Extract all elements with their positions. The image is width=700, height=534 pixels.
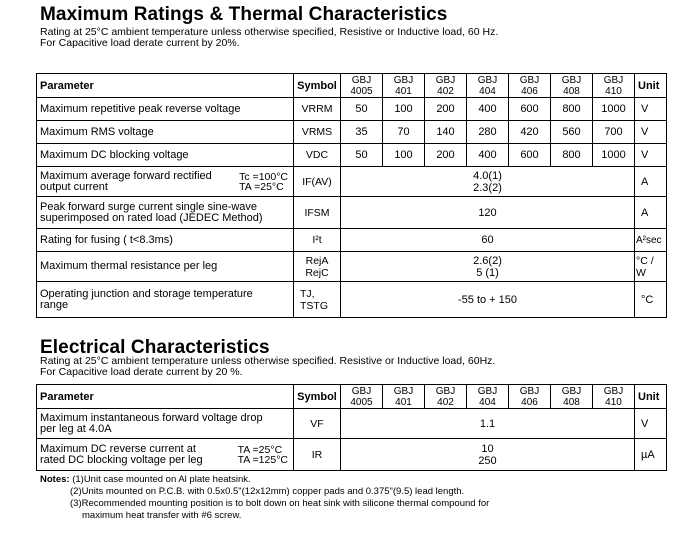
header-device: GBJ 404	[467, 74, 509, 98]
value-cell: 400	[467, 98, 509, 121]
header-symbol: Symbol	[294, 74, 341, 98]
header-device: GBJ 401	[383, 74, 425, 98]
param-cell: Maximum DC blocking voltage	[37, 144, 294, 167]
note-line: maximum heat transfer with #6 screw.	[82, 510, 242, 521]
header-unit: Unit	[635, 74, 667, 98]
symbol-cell: VF	[294, 409, 341, 439]
param-cell: Operating junction and storage temperature range	[37, 282, 294, 318]
value-cell: 1.1	[341, 409, 635, 439]
header-parameter: Parameter	[37, 74, 294, 98]
param-cell: Maximum thermal resistance per leg	[37, 252, 294, 282]
condition-text: TA =25°C TA =125°C	[237, 443, 288, 466]
value-cell: 2.6(2) 5 (1)	[341, 252, 635, 282]
value-cell: 200	[425, 144, 467, 167]
symbol-cell: IF(AV)	[294, 167, 341, 197]
value-cell: 700	[593, 121, 635, 144]
rating-note: Rating at 25°C ambient temperature unless otherwise specified, Resistive or Inductive load, 60 Hz.	[40, 26, 499, 38]
value-cell: 100	[383, 144, 425, 167]
notes-label: Notes:	[40, 474, 70, 485]
header-device: GBJ 406	[509, 74, 551, 98]
value-cell: 200	[425, 98, 467, 121]
note-line: (2)Units mounted on P.C.B. with 0.5x0.5"(12x12mm) copper pads and 0.375"(9.5) lead length.	[70, 486, 465, 497]
header-device: GBJ 401	[383, 385, 425, 409]
unit-cell: V	[635, 409, 667, 439]
section-title-max-ratings: Maximum Ratings & Thermal Characteristics	[40, 4, 448, 25]
unit-cell: V	[635, 121, 667, 144]
param-cell: Maximum repetitive peak reverse voltage	[37, 98, 294, 121]
header-device: GBJ 402	[425, 385, 467, 409]
unit-cell: A²sec	[635, 229, 667, 252]
symbol-cell: TJ, TSTG	[294, 282, 341, 318]
table-row	[37, 409, 667, 439]
header-parameter: Parameter	[37, 385, 294, 409]
header-device: GBJ 402	[425, 74, 467, 98]
value-cell: 100	[383, 98, 425, 121]
param-cell: Maximum RMS voltage	[37, 121, 294, 144]
section-title-electrical: Electrical Characteristics	[40, 337, 270, 358]
value-cell: 800	[551, 98, 593, 121]
max-ratings-table	[36, 73, 667, 318]
unit-cell: V	[635, 144, 667, 167]
unit-cell: µA	[635, 439, 667, 471]
table-row	[37, 98, 667, 121]
unit-cell: °C / W	[635, 252, 667, 282]
param-cell: Maximum instantaneous forward voltage drop per leg at 4.0A	[37, 409, 294, 439]
symbol-cell: VRMS	[294, 121, 341, 144]
header-device: GBJ 404	[467, 385, 509, 409]
symbol-cell: VRRM	[294, 98, 341, 121]
unit-cell: V	[635, 98, 667, 121]
symbol-cell: IFSM	[294, 197, 341, 229]
table-row	[37, 439, 667, 471]
value-cell: 120	[341, 197, 635, 229]
capacitive-note: For Capacitive load derate current by 20 %.	[40, 366, 243, 378]
table-header-row	[37, 385, 667, 409]
capacitive-note: For Capacitive load derate current by 20%.	[40, 37, 240, 49]
header-unit: Unit	[635, 385, 667, 409]
value-cell: 50	[341, 98, 383, 121]
symbol-cell: I²t	[294, 229, 341, 252]
value-cell: 280	[467, 121, 509, 144]
electrical-table	[36, 384, 667, 471]
param-cell: Maximum average forward rectified output current Tc =100°C TA =25°C	[37, 167, 294, 197]
value-cell: 1000	[593, 98, 635, 121]
value-cell: 60	[341, 229, 635, 252]
value-cell: -55 to + 150	[341, 282, 635, 318]
unit-cell: A	[635, 167, 667, 197]
value-cell: 50	[341, 144, 383, 167]
condition-text: Tc =100°C TA =25°C	[239, 170, 288, 193]
value-cell: 600	[509, 98, 551, 121]
param-cell: Rating for fusing ( t<8.3ms)	[37, 229, 294, 252]
table-row	[37, 121, 667, 144]
table-row	[37, 252, 667, 282]
value-cell: 600	[509, 144, 551, 167]
param-cell: Peak forward surge current single sine-wave superimposed on rated load (JEDEC Method)	[37, 197, 294, 229]
symbol-cell: RejA RejC	[294, 252, 341, 282]
value-cell: 560	[551, 121, 593, 144]
value-cell: 400	[467, 144, 509, 167]
notes-block	[40, 474, 489, 522]
value-cell: 35	[341, 121, 383, 144]
note-line: (3)Recommended mounting position is to bolt down on heat sink with silicone thermal compound for	[70, 498, 490, 509]
unit-cell: °C	[635, 282, 667, 318]
unit-cell: A	[635, 197, 667, 229]
table-row	[37, 167, 667, 197]
header-device: GBJ 406	[509, 385, 551, 409]
header-symbol: Symbol	[294, 385, 341, 409]
header-device: GBJ 4005	[341, 385, 383, 409]
value-cell: 70	[383, 121, 425, 144]
table-row	[37, 197, 667, 229]
table-header-row	[37, 74, 667, 98]
value-cell: 140	[425, 121, 467, 144]
table-row	[37, 144, 667, 167]
header-device: GBJ 4005	[341, 74, 383, 98]
header-device: GBJ 410	[593, 385, 635, 409]
value-cell: 420	[509, 121, 551, 144]
symbol-cell: IR	[294, 439, 341, 471]
header-device: GBJ 408	[551, 385, 593, 409]
value-cell: 4.0(1) 2.3(2)	[341, 167, 635, 197]
header-device: GBJ 408	[551, 74, 593, 98]
param-cell: Maximum DC reverse current at rated DC blocking voltage per leg TA =25°C TA =125°C	[37, 439, 294, 471]
rating-note: Rating at 25°C ambient temperature unless otherwise specified. Resistive or Inductive load, 60Hz.	[40, 355, 496, 367]
note-line: Notes: (1)Unit case mounted on Al plate heatsink.	[40, 474, 251, 485]
value-cell: 800	[551, 144, 593, 167]
value-cell: 1000	[593, 144, 635, 167]
symbol-cell: VDC	[294, 144, 341, 167]
header-device: GBJ 410	[593, 74, 635, 98]
value-cell: 10 250	[341, 439, 635, 471]
table-row	[37, 229, 667, 252]
table-row	[37, 282, 667, 318]
